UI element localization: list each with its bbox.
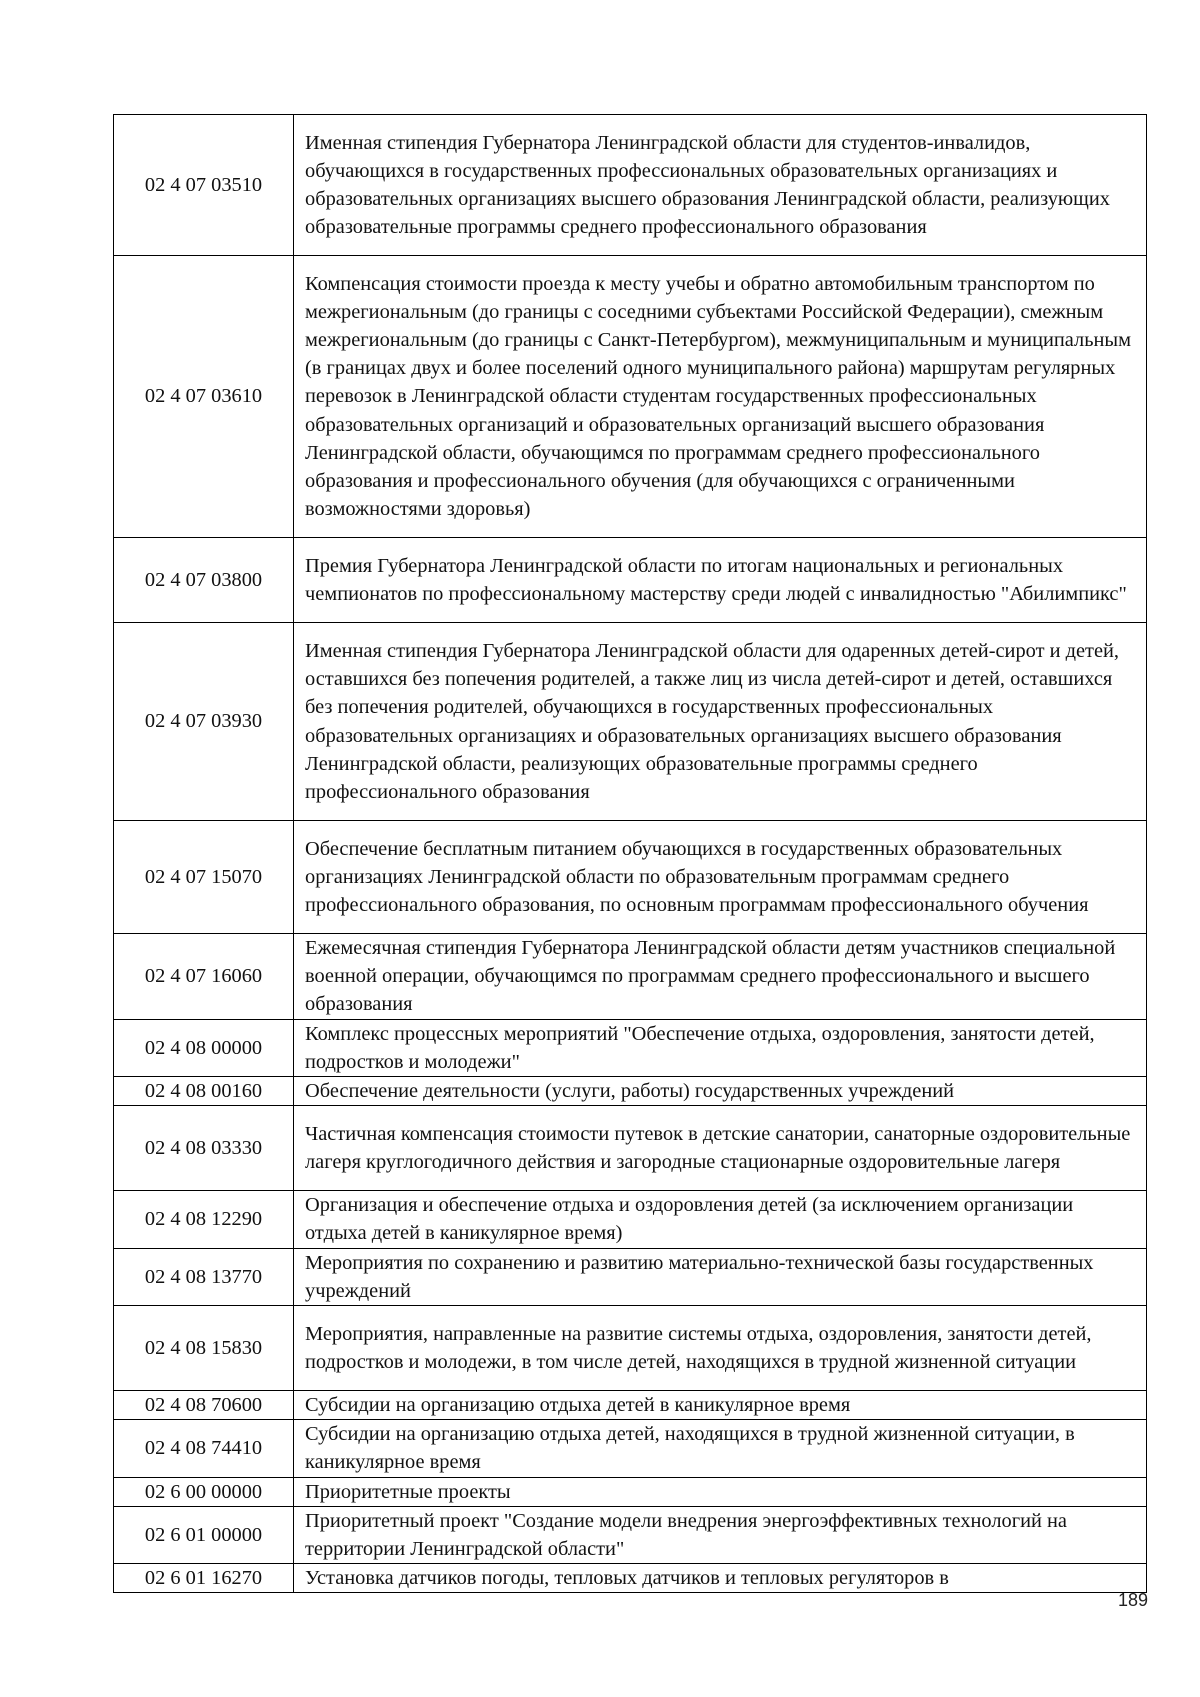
table-row	[114, 1506, 1147, 1563]
row-name: Субсидии на организацию отдыха детей, находящихся в трудной жизненной ситуации, в каникулярное время	[294, 1420, 1147, 1477]
budget-classification-table	[113, 114, 1147, 1593]
row-code: 02 4 07 03930	[114, 623, 294, 821]
row-name: Компенсация стоимости проезда к месту учебы и обратно автомобильным транспортом по межрегиональным (до границы с соседними субъектами Российской Федерации), смежным межрегиональным (до границы с Санкт-Петербургом), межмуниципальным и муниципальным (в границах двух и более поселений одного муниципального района) маршрутам регулярных перевозок в Ленинградской области студентам государственных профессиональных образовательных организаций и образовательных организаций высшего образования Ленинградской области, обучающимся по программам среднего профессионального образования и профессионального обучения (для обучающихся с ограниченными возможностями здоровья)	[294, 256, 1147, 538]
row-code: 02 4 08 00160	[114, 1077, 294, 1106]
row-code: 02 6 01 00000	[114, 1506, 294, 1563]
table-row	[114, 1248, 1147, 1305]
row-name: Именная стипендия Губернатора Ленинградской области для студентов-инвалидов, обучающихся в государственных профессиональных образовательных организациях и образовательных организациях высшего образования Ленинградской области, реализующих образовательные программы среднего профессионального образования	[294, 115, 1147, 256]
table-row	[114, 1306, 1147, 1391]
table-row	[114, 1106, 1147, 1191]
table-row	[114, 1019, 1147, 1076]
row-name: Мероприятия по сохранению и развитию материально-технической базы государственных учреждений	[294, 1248, 1147, 1305]
table-row	[114, 934, 1147, 1020]
row-code: 02 4 07 15070	[114, 821, 294, 934]
table-row	[114, 1477, 1147, 1506]
row-code: 02 6 00 00000	[114, 1477, 294, 1506]
row-code: 02 4 07 03510	[114, 115, 294, 256]
row-name: Частичная компенсация стоимости путевок в детские санатории, санаторные оздоровительные лагеря круглогодичного действия и загородные стационарные оздоровительные лагеря	[294, 1106, 1147, 1191]
table-row	[114, 821, 1147, 934]
row-code: 02 4 07 03610	[114, 256, 294, 538]
row-name: Ежемесячная стипендия Губернатора Ленинградской области детям участников специальной военной операции, обучающимся по программам среднего профессионального и высшего образования	[294, 934, 1147, 1020]
row-code: 02 6 01 16270	[114, 1564, 294, 1593]
row-name: Организация и обеспечение отдыха и оздоровления детей (за исключением организации отдыха детей в каникулярное время)	[294, 1191, 1147, 1248]
table-row	[114, 1077, 1147, 1106]
page-number: 189	[1117, 1590, 1148, 1610]
row-code: 02 4 07 16060	[114, 934, 294, 1020]
row-code: 02 4 07 03800	[114, 538, 294, 623]
row-code: 02 4 08 13770	[114, 1248, 294, 1305]
row-code: 02 4 08 12290	[114, 1191, 294, 1248]
row-code: 02 4 08 03330	[114, 1106, 294, 1191]
table-row	[114, 256, 1147, 538]
row-name: Обеспечение деятельности (услуги, работы) государственных учреждений	[294, 1077, 1147, 1106]
table-row	[114, 538, 1147, 623]
table-body	[114, 115, 1147, 1593]
row-code: 02 4 08 70600	[114, 1391, 294, 1420]
row-code: 02 4 08 74410	[114, 1420, 294, 1477]
row-code: 02 4 08 15830	[114, 1306, 294, 1391]
row-name: Комплекс процессных мероприятий "Обеспечение отдыха, оздоровления, занятости детей, подростков и молодежи"	[294, 1019, 1147, 1076]
row-name: Премия Губернатора Ленинградской области по итогам национальных и региональных чемпионатов по профессиональному мастерству среди людей с инвалидностью "Абилимпикс"	[294, 538, 1147, 623]
row-name: Мероприятия, направленные на развитие системы отдыха, оздоровления, занятости детей, подростков и молодежи, в том числе детей, находящихся в трудной жизненной ситуации	[294, 1306, 1147, 1391]
row-code: 02 4 08 00000	[114, 1019, 294, 1076]
table-row	[114, 1391, 1147, 1420]
row-name: Обеспечение бесплатным питанием обучающихся в государственных образовательных организациях Ленинградской области по образовательным программам среднего профессионального образования, по основным программам профессионального обучения	[294, 821, 1147, 934]
row-name: Приоритетные проекты	[294, 1477, 1147, 1506]
row-name: Именная стипендия Губернатора Ленинградской области для одаренных детей-сирот и детей, оставшихся без попечения родителей, а также лиц из числа детей-сирот и детей, оставшихся без попечения родителей, обучающихся в государственных профессиональных образовательных организациях и образовательных организациях высшего образования Ленинградской области, реализующих образовательные программы среднего профессионального образования	[294, 623, 1147, 821]
table-row	[114, 1191, 1147, 1248]
row-name: Установка датчиков погоды, тепловых датчиков и тепловых регуляторов в	[294, 1564, 1147, 1593]
table-row	[114, 1420, 1147, 1477]
table-row	[114, 115, 1147, 256]
table-row	[114, 1564, 1147, 1593]
table-row	[114, 623, 1147, 821]
row-name: Приоритетный проект "Создание модели внедрения энергоэффективных технологий на территории Ленинградской области"	[294, 1506, 1147, 1563]
row-name: Субсидии на организацию отдыха детей в каникулярное время	[294, 1391, 1147, 1420]
